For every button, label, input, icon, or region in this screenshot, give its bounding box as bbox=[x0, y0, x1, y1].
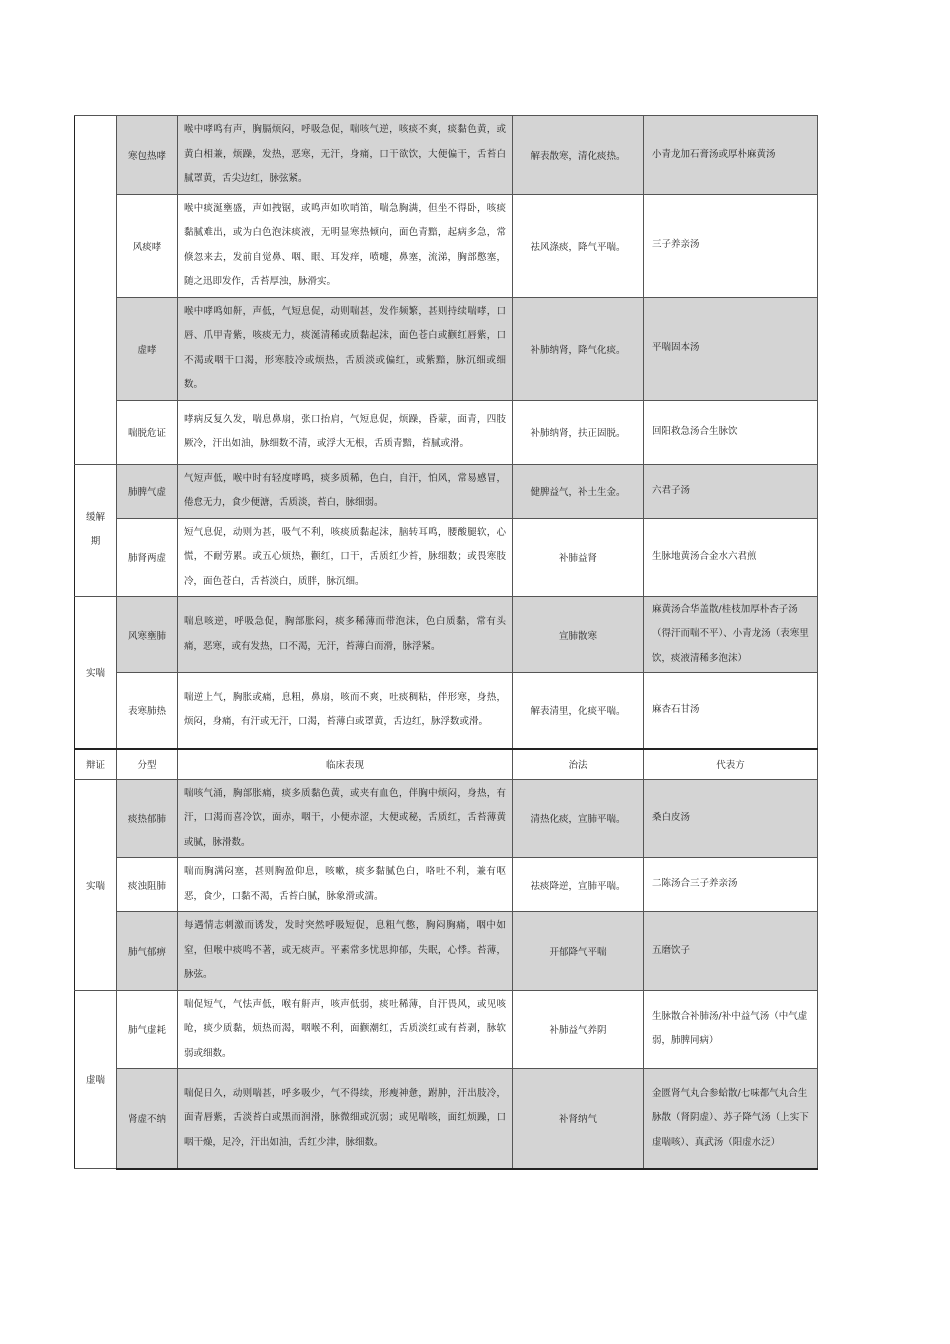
formula-cell: 生脉地黄汤合金水六君煎 bbox=[644, 518, 818, 597]
formula-cell: 麻杏石甘汤 bbox=[644, 673, 818, 749]
method-cell: 清热化痰，宣肺平喘。 bbox=[513, 779, 644, 858]
method-cell: 健脾益气，补土生金。 bbox=[513, 464, 644, 518]
table-row bbox=[75, 116, 818, 195]
method-cell: 补肺纳肾，降气化痰。 bbox=[513, 297, 644, 400]
method-cell: 补肺纳肾，扶正固脱。 bbox=[513, 400, 644, 464]
header-method: 治法 bbox=[513, 749, 644, 780]
clinical-cell: 哮病反复久发，喘息鼻扇，张口抬肩，气短息促，烦躁，昏蒙，面青，四肢厥冷，汗出如油，脉细数不清，或浮大无根，舌质青黯，苔腻或滑。 bbox=[178, 400, 513, 464]
syndrome-group-cell: 虚喘 bbox=[75, 990, 117, 1169]
method-cell: 宣肺散寒 bbox=[513, 597, 644, 673]
table-row bbox=[75, 518, 818, 597]
type-cell: 喘脱危证 bbox=[117, 400, 178, 464]
method-cell: 解表散寒，清化痰热。 bbox=[513, 116, 644, 195]
syndrome-table-sheet bbox=[74, 115, 817, 1170]
formula-cell: 五磨饮子 bbox=[644, 912, 818, 991]
table-row bbox=[75, 597, 818, 673]
formula-cell: 六君子汤 bbox=[644, 464, 818, 518]
type-cell: 肾虚不纳 bbox=[117, 1069, 178, 1169]
header-clinical: 临床表现 bbox=[178, 749, 513, 780]
type-cell: 表寒肺热 bbox=[117, 673, 178, 749]
clinical-cell: 喘逆上气，胸胀或痛，息粗，鼻扇，咳而不爽，吐痰稠粘，伴形寒，身热，烦闷，身痛，有汗或无汗，口渴，苔薄白或罩黄，舌边红，脉浮数或滑。 bbox=[178, 673, 513, 749]
clinical-cell: 喉中痰涎壅盛，声如拽锯，或鸣声如吹哨笛，喘急胸满，但坐不得卧，咳痰黏腻难出，或为白色泡沫痰液，无明显寒热倾向，面色青黯，起病多急，常倏忽来去，发前自觉鼻、咽、眼、耳发痒，喷嚏，鼻塞，流涕，胸部憋塞，随之迅即发作，舌苔厚浊，脉滑实。 bbox=[178, 194, 513, 297]
clinical-cell: 喘促日久，动则喘甚，呼多吸少，气不得续，形瘦神惫，跗肿，汗出肢冷，面青唇紫，舌淡苔白或黑而润滑，脉微细或沉弱；或见喘咳，面红烦躁，口咽干燥，足冷，汗出如油，舌红少津，脉细数。 bbox=[178, 1069, 513, 1169]
formula-cell: 小青龙加石膏汤或厚朴麻黄汤 bbox=[644, 116, 818, 195]
header-syndrome: 辩证 bbox=[75, 749, 117, 780]
type-cell: 痰浊阻肺 bbox=[117, 858, 178, 912]
formula-cell: 麻黄汤合华盖散/桂枝加厚朴杏子汤（得汗而喘不平）、小青龙汤（表寒里饮，痰液清稀多泡沫） bbox=[644, 597, 818, 673]
method-cell: 祛风涤痰，降气平喘。 bbox=[513, 194, 644, 297]
table-row bbox=[75, 779, 818, 858]
clinical-cell: 喉中哮鸣如鼾，声低，气短息促，动则喘甚，发作频繁，甚则持续喘哮，口唇、爪甲青紫，咳痰无力，痰涎清稀或质黏起沫，面色苍白或颧红唇紫，口不渴或咽干口渴，形寒肢冷或烦热，舌质淡或偏红，或紫黯，脉沉细或细数。 bbox=[178, 297, 513, 400]
table-row bbox=[75, 194, 818, 297]
syndrome-group-cell bbox=[75, 464, 117, 597]
formula-cell: 回阳救急汤合生脉饮 bbox=[644, 400, 818, 464]
type-cell: 肺肾两虚 bbox=[117, 518, 178, 597]
table-row bbox=[75, 1069, 818, 1169]
clinical-cell: 喘息咳逆，呼吸急促，胸部胀闷，痰多稀薄而带泡沫，色白质黏，常有头痛，恶寒，或有发热，口不渴，无汗，苔薄白而滑，脉浮紧。 bbox=[178, 597, 513, 673]
method-cell: 解表清里，化痰平喘。 bbox=[513, 673, 644, 749]
method-cell: 补肺益肾 bbox=[513, 518, 644, 597]
formula-cell: 桑白皮汤 bbox=[644, 779, 818, 858]
table-row bbox=[75, 858, 818, 912]
syndrome-table bbox=[74, 115, 818, 1170]
clinical-cell: 短气息促，动则为甚，吸气不利，咳痰质黏起沫，脑转耳鸣，腰酸腿软，心慌，不耐劳累。或五心烦热，颧红，口干，舌质红少苔，脉细数；或畏寒肢冷，面色苍白，舌苔淡白，质胖，脉沉细。 bbox=[178, 518, 513, 597]
clinical-cell: 喘促短气，气怯声低，喉有鼾声，咳声低弱，痰吐稀薄，自汗畏风，或见咳呛，痰少质黏，烦热而渴，咽喉不利，面颧潮红，舌质淡红或有苔剥，脉软弱或细数。 bbox=[178, 990, 513, 1069]
formula-cell: 生脉散合补肺汤/补中益气汤（中气虚弱，肺脾同病） bbox=[644, 990, 818, 1069]
clinical-cell: 喉中哮鸣有声，胸膈烦闷，呼吸急促，喘咳气逆，咳痰不爽，痰黏色黄，或黄白相兼，烦躁，发热，恶寒，无汗，身痛，口干欲饮，大便偏干，舌苔白腻罩黄，舌尖边红，脉弦紧。 bbox=[178, 116, 513, 195]
type-cell: 虚哮 bbox=[117, 297, 178, 400]
clinical-cell: 喘咳气涌，胸部胀痛，痰多质黏色黄，或夹有血色，伴胸中烦闷，身热，有汗，口渴而喜冷饮，面赤，咽干，小便赤涩，大便或秘，舌质红，舌苔薄黄或腻，脉滑数。 bbox=[178, 779, 513, 858]
syndrome-group-cell bbox=[75, 116, 117, 465]
table-header-row bbox=[75, 749, 818, 780]
method-cell: 补肾纳气 bbox=[513, 1069, 644, 1169]
formula-cell: 平喘固本汤 bbox=[644, 297, 818, 400]
type-cell: 风痰哮 bbox=[117, 194, 178, 297]
method-cell: 开郁降气平喘 bbox=[513, 912, 644, 991]
syndrome-group-cell: 实喘 bbox=[75, 597, 117, 749]
header-type: 分型 bbox=[117, 749, 178, 780]
table-row bbox=[75, 297, 818, 400]
type-cell: 寒包热哮 bbox=[117, 116, 178, 195]
formula-cell: 二陈汤合三子养亲汤 bbox=[644, 858, 818, 912]
syndrome-group-cell: 实喘 bbox=[75, 779, 117, 990]
formula-cell: 三子养亲汤 bbox=[644, 194, 818, 297]
table-row bbox=[75, 912, 818, 991]
type-cell: 痰热郁肺 bbox=[117, 779, 178, 858]
table-row bbox=[75, 990, 818, 1069]
formula-cell: 金匮肾气丸合参蛤散/七味都气丸合生脉散（肾阴虚）、苏子降气汤（上实下虚喘咳）、真武汤（阳虚水泛） bbox=[644, 1069, 818, 1169]
syndrome-group-label: 缓解期 bbox=[85, 512, 105, 548]
type-cell: 肺气郁痹 bbox=[117, 912, 178, 991]
clinical-cell: 喘而胸满闷塞，甚则胸盈仰息，咳嗽，痰多黏腻色白，咯吐不利，兼有呕恶，食少，口黏不渴，舌苔白腻，脉象滑或濡。 bbox=[178, 858, 513, 912]
header-formula: 代表方 bbox=[644, 749, 818, 780]
type-cell: 肺气虚耗 bbox=[117, 990, 178, 1069]
table-row bbox=[75, 400, 818, 464]
method-cell: 补肺益气养阴 bbox=[513, 990, 644, 1069]
type-cell: 肺脾气虚 bbox=[117, 464, 178, 518]
table-row bbox=[75, 464, 818, 518]
type-cell: 风寒壅肺 bbox=[117, 597, 178, 673]
table-row bbox=[75, 673, 818, 749]
clinical-cell: 每遇情志刺激而诱发，发时突然呼吸短促，息粗气憋，胸闷胸痛，咽中如窒，但喉中痰鸣不著，或无痰声。平素常多忧思抑郁，失眠，心悸。苔薄，脉弦。 bbox=[178, 912, 513, 991]
method-cell: 祛痰降逆，宣肺平喘。 bbox=[513, 858, 644, 912]
clinical-cell: 气短声低，喉中时有轻度哮鸣，痰多质稀，色白，自汗，怕风，常易感冒，倦怠无力，食少便溏，舌质淡，苔白，脉细弱。 bbox=[178, 464, 513, 518]
